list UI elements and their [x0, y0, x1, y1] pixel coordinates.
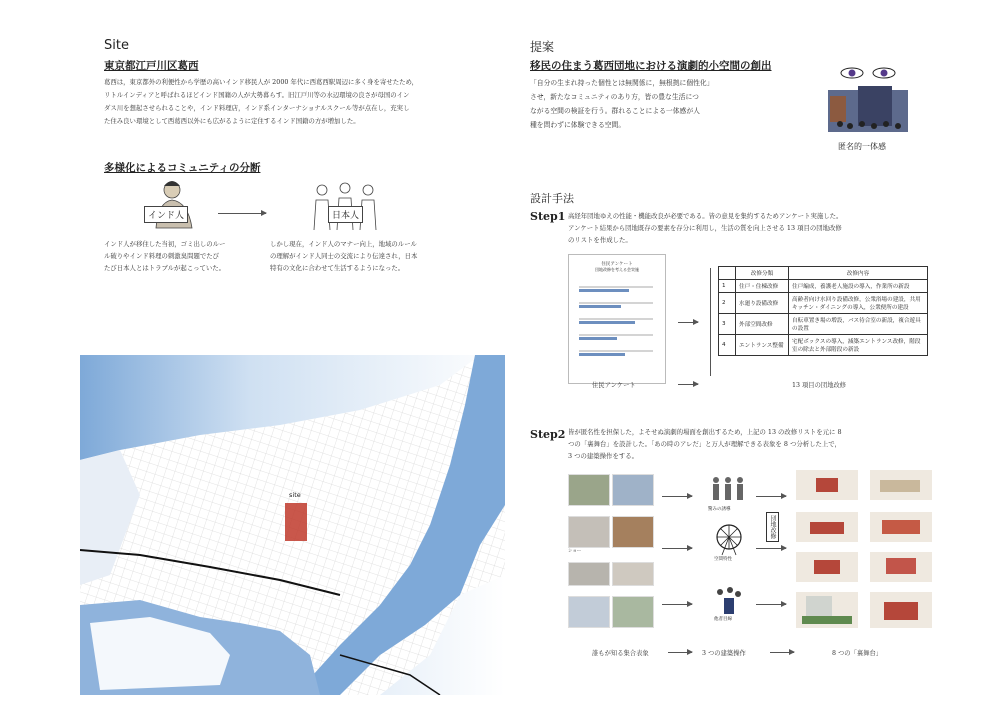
survey-sheet-title: 住民アンケート — [601, 262, 633, 267]
site-marker-label: site — [289, 491, 301, 499]
label-japan: 日本人 — [328, 206, 363, 223]
table-cell: 高齢者向け水回り設備改修，公衆浴場の建設，共用キッチン・ダイニングの導入，公衆便所の建設 — [789, 293, 928, 314]
backstage-model — [796, 512, 858, 542]
step2-line: 3 つの建築操作をする。 — [568, 452, 639, 460]
table-cell: 水廻り設備改修 — [736, 293, 789, 314]
backstage-model — [870, 470, 932, 500]
step2-arrow — [756, 548, 786, 549]
step1-line: のリストを作成した。 — [568, 236, 632, 244]
survey-sheet-sub: 団地改修を考える会実施 — [595, 267, 639, 272]
step1-arrow-1 — [678, 322, 698, 323]
representation-photo — [612, 596, 654, 628]
table-row — [719, 280, 928, 293]
table-row — [719, 293, 928, 314]
step2-label: Step2 — [530, 428, 566, 441]
table-cell: 2 — [719, 293, 736, 314]
survey-sheet — [568, 254, 666, 384]
backstage-model — [870, 552, 932, 582]
proposal-text — [530, 76, 770, 132]
site-line: リトルインディアと呼ばれるほどインド国籍の人が大勢暮らす。旧江戸川等の水辺環境の良さが母国のイン — [104, 91, 410, 99]
proposal-line: させ，新たなコミュニティのあり方，皆の豊な生活につ — [530, 93, 699, 101]
op-label: 驚みの誘導 — [708, 507, 731, 512]
backstage-model — [796, 552, 858, 582]
table-cell: 自転車置き場の増設，バス待合室の新設，複合遊具の設置 — [789, 314, 928, 335]
survey-sheet-graphs — [569, 273, 665, 373]
step2-arrow — [662, 496, 692, 497]
site-line: た住み良い環境として西葛西以外にも広がるように定住するインド国籍の方が増加した。 — [104, 117, 360, 125]
step2-caption-arrow — [668, 652, 692, 653]
table-header-row — [719, 267, 928, 280]
step2-arrow — [756, 496, 786, 497]
representation-photo — [612, 562, 654, 586]
table-header-cell — [719, 267, 736, 280]
label-india: インド人 — [144, 206, 188, 223]
renovation-vertical-label: 団地改修 — [766, 512, 779, 542]
step2-arrow — [662, 548, 692, 549]
backstage-model — [870, 512, 932, 542]
others-gaze-icon — [712, 586, 746, 616]
site-line: ダス川を想起させられることや，インド料理店，インド系インターナショナルスクール等が点在し，充実し — [104, 104, 410, 112]
backstage-model — [796, 470, 858, 500]
table-header-cell: 改修分類 — [736, 267, 789, 280]
community-right-line: 特有の文化に合わせて生活するようになった。 — [270, 264, 405, 272]
crowd-icon — [708, 474, 748, 504]
community-right-line: の理解がインド人同士の交流により伝達され，日本 — [270, 252, 418, 260]
step2-line: 皆が匿名性を担保した，よそせぬ演劇的場面を創出するため，上記の 13 の改修リストを元に 8 — [568, 428, 842, 436]
backstage-model — [796, 592, 858, 628]
table-cell: 外部空間改修 — [736, 314, 789, 335]
community-right-line: しかし現在，インド人のマナー向上，地域のルール — [270, 240, 417, 248]
table-cell: 4 — [719, 335, 736, 356]
representation-photo — [612, 516, 654, 548]
table-caption: 13 項目の団地改修 — [792, 382, 847, 389]
step1-arrow-2 — [678, 384, 698, 385]
representation-photo — [568, 474, 610, 506]
representation-photo — [568, 596, 610, 628]
table-bracket — [710, 268, 711, 376]
step2-caption-mid: 3 つの建築操作 — [702, 650, 746, 657]
step2-text — [568, 426, 898, 462]
proposal-subtitle: 移民の住まう葛西団地における演劇的小空間の創出 — [530, 60, 772, 72]
community-title: 多様化によるコミュニティの分断 — [104, 162, 261, 174]
step1-label: Step1 — [530, 210, 566, 223]
step2-caption-right: 8 つの「裏舞台」 — [832, 650, 883, 657]
step2-caption-left: 誰もが知る集合表象 — [592, 650, 649, 657]
representation-photo — [612, 474, 654, 506]
site-heading: Site — [104, 38, 129, 53]
community-left-line: たび日本人とはトラブルが起こっていた。 — [104, 264, 226, 272]
survey-caption: 住民アンケート — [592, 382, 636, 389]
table-cell: エントランス整備 — [736, 335, 789, 356]
op-label: 他者目線 — [714, 617, 732, 622]
site-line: 葛西は，東京都外の利便性から学歴の高いインド移民人が 2000 年代に西葛西駅周辺に多く身を寄せたため， — [104, 78, 419, 86]
step2-arrow — [756, 604, 786, 605]
table-cell: 宅配ボックスの導入，減築エントランス改修，階段室の除去と外部階段の新設 — [789, 335, 928, 356]
proposal-line: ながる空間の検証を行う。群れることによる一体感が人 — [530, 107, 700, 115]
table-cell: 3 — [719, 314, 736, 335]
op-label: 空間特性 — [714, 557, 732, 562]
table-row — [719, 314, 928, 335]
proposal-line: 種を問わずに体験できる空間。 — [530, 121, 626, 129]
site-paragraph — [104, 76, 484, 128]
step2-line: つの「裏舞台」を設計した。「あの時のアレだ」と万人が理解できる表象を 8 つ分析した上で， — [568, 440, 841, 448]
site-subtitle: 東京都江戸川区葛西 — [104, 60, 199, 72]
site-marker — [285, 503, 307, 541]
table-header-cell: 改修内容 — [789, 267, 928, 280]
backstage-model — [870, 592, 932, 628]
anonymity-collage-image — [820, 62, 916, 138]
show-label: ショー — [568, 549, 582, 554]
proposal-heading: 提案 — [530, 40, 555, 54]
table-cell: 1 — [719, 280, 736, 293]
method-heading: 設計手法 — [530, 192, 574, 205]
step1-line: 高経年団地ゆえの性能・機能改良が必要である。皆の意見を集約するためアンケート実施した。 — [568, 212, 843, 220]
representation-photo — [568, 562, 610, 586]
proposal-line: 「自分の生まれ持った個性とは無関係に，無根拠に個性化」 — [530, 79, 714, 87]
anonymity-caption: 匿名的一体感 — [838, 142, 886, 151]
ferris-wheel-icon — [712, 522, 746, 556]
community-left-line: ル破りやインド料理の刺激臭問題でたび — [104, 252, 220, 260]
community-right-text — [270, 238, 490, 274]
step1-text — [568, 210, 898, 246]
community-left-line: インド人が移住した当初，ゴミ出しのルー — [104, 240, 226, 248]
step2-arrow — [662, 604, 692, 605]
community-left-text — [104, 238, 264, 274]
step2-caption-arrow — [770, 652, 794, 653]
representation-photo — [568, 516, 610, 548]
renovation-table — [718, 266, 928, 356]
step1-line: アンケート結果から団地既存の要素を存分に利用し，生活の質を向上させる 13 項目の団地改修 — [568, 224, 842, 232]
table-row — [719, 335, 928, 356]
community-arrow — [218, 213, 266, 214]
table-cell: 住戸編成，養護老人施設の導入，作業所の新設 — [789, 280, 928, 293]
site-map — [80, 355, 505, 695]
table-cell: 住戸・住棟改修 — [736, 280, 789, 293]
